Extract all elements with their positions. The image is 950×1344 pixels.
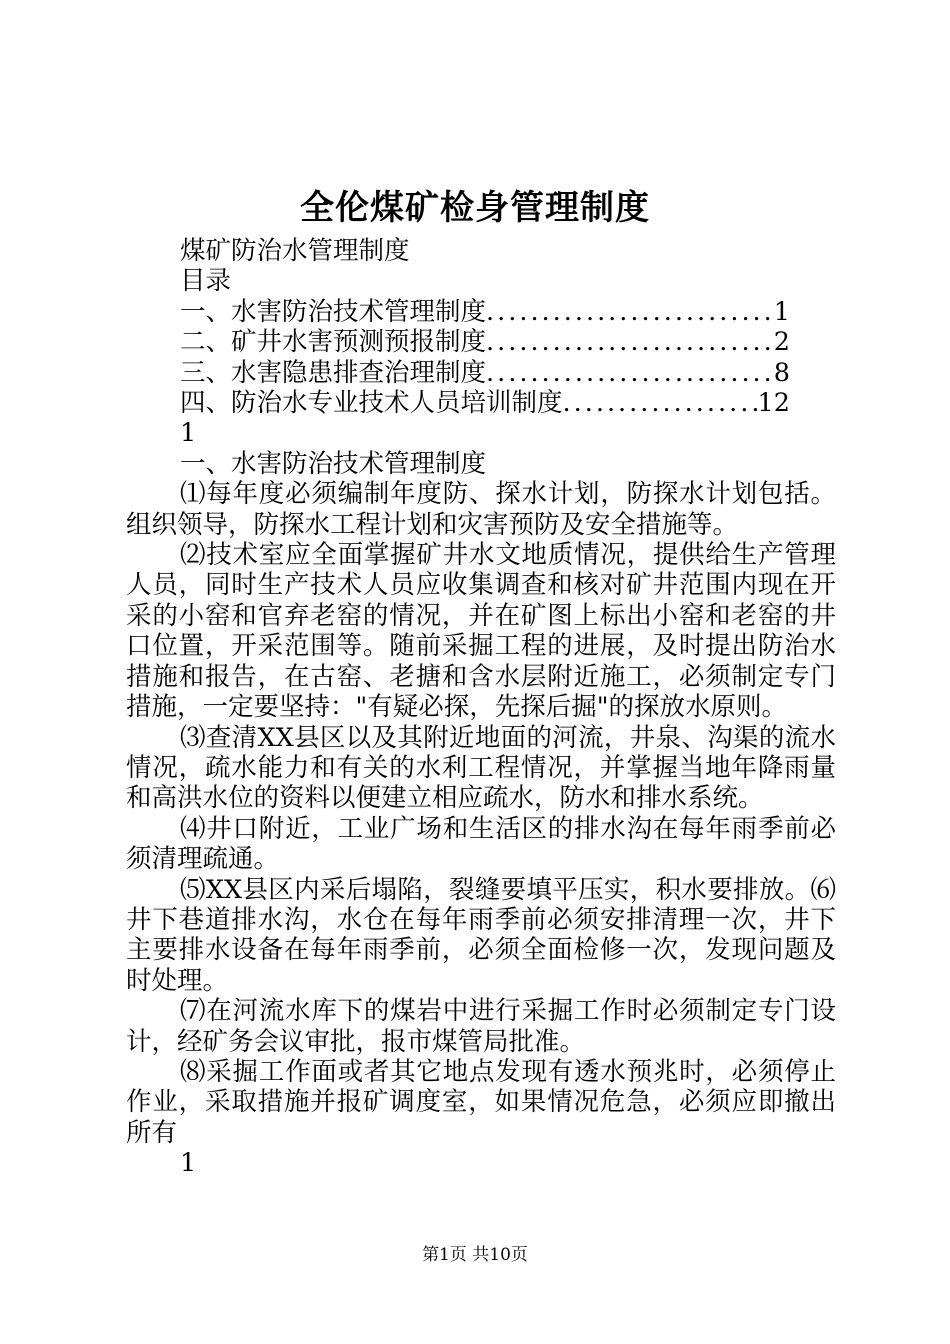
toc-entry	[126, 297, 790, 327]
toc-heading: 目录	[180, 266, 232, 297]
toc-leader-dots	[486, 297, 774, 327]
toc-entry-page: 8	[773, 357, 790, 388]
page-marker: 1	[180, 418, 197, 449]
toc-entry	[126, 358, 790, 388]
toc-entry-label: 二、矿井水害预测预报制度	[180, 327, 487, 358]
document-body	[126, 236, 836, 1179]
toc-entry-page: 12	[757, 388, 790, 419]
paragraph: ⑸XX县区内采后塌陷，裂缝要填平压实，积水要排放。⑹井下巷道排水沟，水仓在每年雨季前必须安排清理一次，井下主要排水设备在每年雨季前，必须全面检修一次，发现问题及时处理。	[126, 874, 836, 996]
subtitle: 煤矿防治水管理制度	[180, 236, 410, 266]
document-title: 全伦煤矿检身管理制度	[300, 188, 650, 228]
toc-entry	[126, 388, 790, 418]
paragraph: ⑴每年度必须编制年度防、探水计划，防探水计划包括。组织领导，防探水工程计划和灾害预防及安全措施等。	[126, 479, 836, 540]
toc-leader-dots	[563, 388, 758, 418]
paragraph: ⑷井口附近，工业广场和生活区的排水沟在每年雨季前必须清理疏通。	[126, 813, 836, 875]
section-heading: 一、水害防治技术管理制度	[180, 448, 487, 479]
paragraph: ⑺在河流水库下的煤岩中进行采掘工作时必须制定专门设计，经矿务会议审批，报市煤管局批准。	[126, 996, 836, 1057]
toc-entry-label: 四、防治水专业技术人员培训制度	[180, 388, 563, 419]
toc-entry	[126, 327, 790, 357]
page-marker: 1	[180, 1148, 197, 1179]
toc-entry-page: 2	[773, 327, 790, 358]
toc-entry-label: 三、水害隐患排查治理制度	[180, 357, 487, 388]
paragraph: ⑵技术室应全面掌握矿井水文地质情况，提供给生产管理人员，同时生产技术人员应收集调查和核对矿井范围内现在开采的小窑和官弃老窑的情况，并在矿图上标出小窑和老窑的井口位置，开采范围等。随前采掘工程的进展，及时提出防治水措施和报告，在古窑、老搪和含水层附近施工，必须制定专门措施，一定要坚持："有疑必探，先探后掘"的探放水原则。	[126, 540, 836, 723]
page-footer: 第1页 共10页	[422, 1245, 528, 1265]
toc-leader-dots	[486, 358, 774, 388]
toc-leader-dots	[486, 327, 774, 357]
toc-entry-label: 一、水害防治技术管理制度	[180, 296, 487, 327]
toc-entry-page: 1	[773, 296, 790, 327]
paragraph: ⑻采掘工作面或者其它地点发现有透水预兆时，必须停止作业，采取措施并报矿调度室，如果情况危急，必须应即撤出所有	[126, 1056, 836, 1148]
paragraph: ⑶查清XX县区以及其附近地面的河流，井泉、沟渠的流水情况，疏水能力和有关的水利工程情况，并掌握当地年降雨量和高洪水位的资料以便建立相应疏水，防水和排水系统。	[126, 722, 836, 814]
